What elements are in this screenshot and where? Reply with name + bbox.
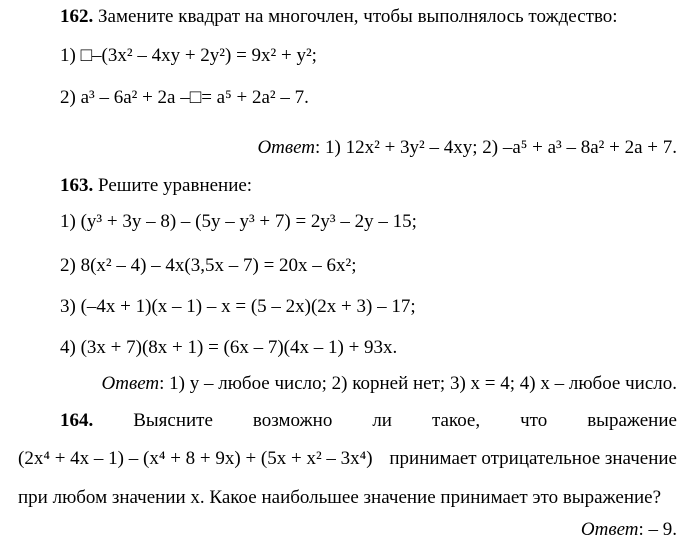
problem-163-answer — [102, 372, 677, 396]
problem-164-expression-line — [18, 447, 677, 471]
problem-163-item-4: 4) (3x + 7)(8x + 1) = (6x – 7)(4x – 1) + 93x. — [60, 337, 398, 358]
problem-162-item-1: 1) □–(3x² – 4xy + 2y²) = 9x² + y²; — [60, 45, 317, 66]
problem-162-header — [60, 5, 618, 29]
problem-163-item-3: 3) (–4x + 1)(x – 1) – x = (5 – 2x)(2x + 3) – 17; — [60, 296, 416, 317]
problem-expression: (2x⁴ + 4x – 1) – (x⁴ + 8 + 9x) + (5x + x² – 3x⁴) — [18, 448, 373, 469]
problem-164-answer — [581, 518, 677, 542]
problem-162-item-2: 2) a³ – 6a² + 2a –□= a⁵ + 2a² – 7. — [60, 87, 309, 108]
statement-word: такое, — [431, 410, 481, 431]
problem-162-answer — [257, 136, 677, 160]
problem-statement: Замените квадрат на многочлен, чтобы выполнялось тождество: — [98, 6, 618, 27]
problem-number: 163. — [60, 175, 94, 196]
problem-number: 162. — [60, 6, 94, 27]
problem-164-header — [60, 409, 677, 433]
answer-label: Ответ — [257, 137, 316, 158]
statement-word: возможно — [252, 410, 333, 431]
expression-tail: принимает отрицательное значение — [389, 448, 677, 469]
answer-text: : 1) 12x² + 3y² – 4xy; 2) –a⁵ + a³ – 8a² + 2a + 7. — [315, 137, 677, 158]
answer-text: : 1) y – любое число; 2) корней нет; 3) x = 4; 4) x – любое число. — [159, 373, 677, 394]
answer-text: : – 9. — [638, 519, 677, 540]
statement-word: Выясните — [133, 410, 213, 431]
answer-label: Ответ — [580, 519, 639, 540]
problem-164-statement-end: при любом значении x. Какое наибольшее значение принимает это выражение? — [18, 487, 662, 508]
problem-number: 164. — [60, 410, 94, 431]
statement-word: что — [520, 410, 548, 431]
problem-163-header — [60, 174, 252, 198]
statement-word: выражение — [587, 410, 677, 431]
problem-163-item-2: 2) 8(x² – 4) – 4x(3,5x – 7) = 20x – 6x²; — [60, 255, 357, 276]
problem-statement: Решите уравнение: — [98, 175, 253, 196]
statement-word: ли — [372, 410, 392, 431]
problem-163-item-1: 1) (y³ + 3y – 8) – (5y – y³ + 7) = 2y³ – 2y – 15; — [60, 211, 417, 232]
answer-label: Ответ — [101, 373, 160, 394]
